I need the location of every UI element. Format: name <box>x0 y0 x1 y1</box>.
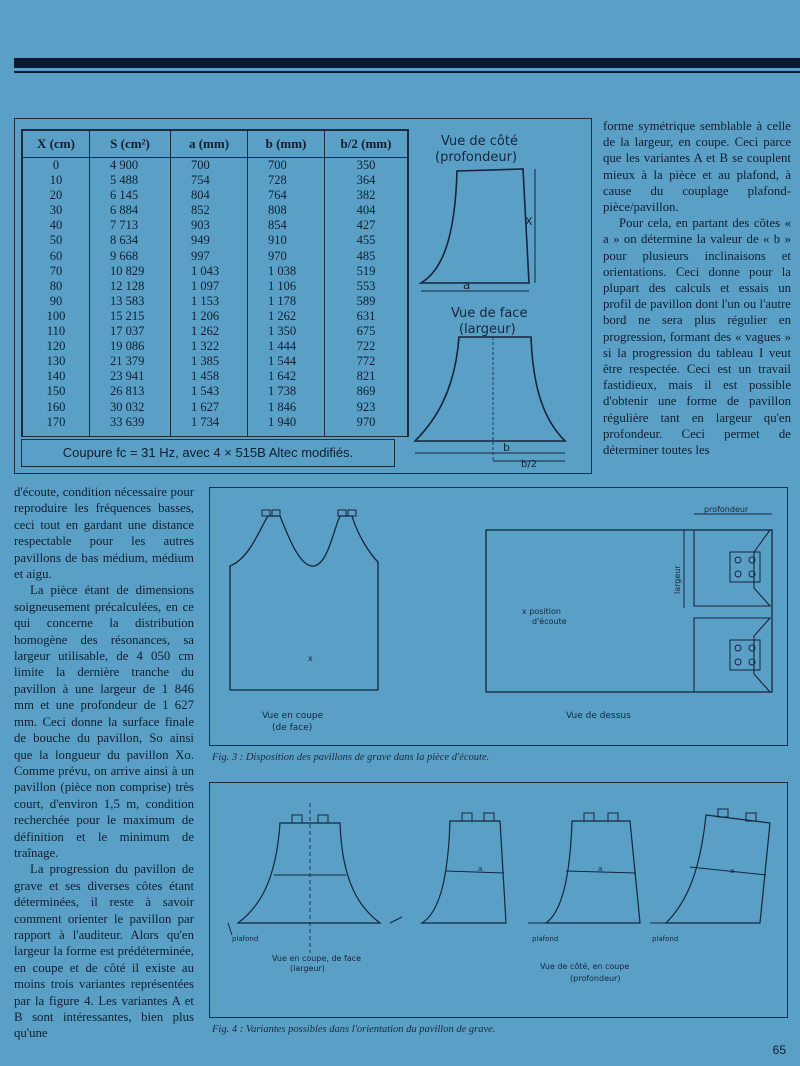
horn-sketch <box>395 121 591 473</box>
table-cell: 804 <box>171 188 248 203</box>
table-cell: 1 642 <box>248 369 325 384</box>
figure-4-box <box>209 782 788 1018</box>
table-cell: 80 <box>23 279 90 294</box>
fig3-profondeur-label: profondeur <box>704 505 749 514</box>
fig4-cote-sublabel: (profondeur) <box>570 974 621 983</box>
fig3-largeur-label: largeur <box>673 565 682 594</box>
table-cell: 970 <box>325 415 408 436</box>
table-row <box>23 188 408 203</box>
table-cell: 722 <box>325 339 408 354</box>
fig3-position-label: x position <box>522 607 561 616</box>
table-cell: 21 379 <box>90 354 171 369</box>
fig4-cote-label: Vue de côté, en coupe <box>540 962 630 971</box>
table-cell: 923 <box>325 400 408 415</box>
table-cell: 10 <box>23 173 90 188</box>
horn-dimension-table <box>22 130 408 436</box>
table-cell: 19 086 <box>90 339 171 354</box>
table-cell: 1 106 <box>248 279 325 294</box>
table-cell: 364 <box>325 173 408 188</box>
page-number: 65 <box>772 1043 786 1057</box>
table-cell: 7 713 <box>90 218 171 233</box>
table-row <box>23 173 408 188</box>
table-row <box>23 249 408 264</box>
table-row <box>23 294 408 309</box>
fig4-face-label: Vue en coupe, de face <box>272 954 362 963</box>
table-cell: 1 262 <box>171 324 248 339</box>
fig3-position-sublabel: d'écoute <box>532 617 567 626</box>
fig4-plafond-label-1: plafond <box>232 935 259 943</box>
table-cell: 30 <box>23 203 90 218</box>
table-cell: 903 <box>171 218 248 233</box>
figure-3-drawing <box>210 488 787 745</box>
table-row <box>23 384 408 399</box>
table-cell: 17 037 <box>90 324 171 339</box>
table-cell: 170 <box>23 415 90 436</box>
table-cell: 553 <box>325 279 408 294</box>
figure-3-caption: Fig. 3 : Disposition des pavillons de grave dans la pièce d'écoute. <box>212 752 490 763</box>
table-cell: 30 032 <box>90 400 171 415</box>
table-cell: 970 <box>248 249 325 264</box>
table-cell: 50 <box>23 233 90 248</box>
table-cell: 150 <box>23 384 90 399</box>
table-row <box>23 415 408 436</box>
x-dimension-label: X <box>525 215 533 228</box>
side-view-label: Vue de côté <box>441 134 518 149</box>
fig3-coupe-label: Vue en coupe <box>262 711 324 721</box>
table-row <box>23 324 408 339</box>
table-cell: 1 206 <box>171 309 248 324</box>
table-cell: 455 <box>325 233 408 248</box>
front-view-label: Vue de face <box>451 306 528 321</box>
table-cell: 5 488 <box>90 173 171 188</box>
table-cell: 13 583 <box>90 294 171 309</box>
table-cell: 1 734 <box>171 415 248 436</box>
fig4-a-mark-3: a <box>730 867 735 875</box>
left-paragraph-3: La progression du pavillon de grave et ses diverses côtes étant déterminées, il reste à savoir comment orienter le pavillon par rapport à l'auditeur. Alors qu'en largeur la forme est prédéterminée, en coupe et de côté il existe au moins trois variantes représentées par la figure 4. Les variantes A et B sont intéressantes, bien plus qu'une <box>14 862 194 1041</box>
left-paragraph-1: d'écoute, condition nécessaire pour reproduire les fréquences basses, ceci tout en gardant une distance respectable pour les autres pavillons de bas médium, médium et aigu. <box>14 485 194 582</box>
table-cell: 26 813 <box>90 384 171 399</box>
table-cell: 589 <box>325 294 408 309</box>
table-cell: 1 043 <box>171 264 248 279</box>
table-cell: 4 900 <box>90 158 171 174</box>
table-cell: 808 <box>248 203 325 218</box>
table-cell: 764 <box>248 188 325 203</box>
header-b2: b/2 (mm) <box>325 131 408 158</box>
right-paragraph-2: Pour cela, en partant des côtes « a » on détermine la valeur de « b » pour plusieurs inclinaisons et orientations. Ceci donne pour la plupart des calculs et essais un profil de pavillon dont l'un ou l'autre bord ne sera plus régulier en progression, formant des « vagues » si la progression du tableau I veut être respectée. Ceci est un travail fastidieux, mais il est possible d'obtenir une forme de pavillon régulière tant en largeur qu'en profondeur. Ceci permet de déterminer toutes les <box>603 216 791 458</box>
table-cell: 631 <box>325 309 408 324</box>
table-row <box>23 369 408 384</box>
table-cell: 1 038 <box>248 264 325 279</box>
table-row <box>23 339 408 354</box>
table-cell: 1 153 <box>171 294 248 309</box>
fig4-a-mark-1: a <box>478 865 483 873</box>
fig4-plafond-label-3: plafond <box>652 935 679 943</box>
side-view-sublabel: (profondeur) <box>435 150 518 165</box>
table-cell: 772 <box>325 354 408 369</box>
table-cell: 1 940 <box>248 415 325 436</box>
table-cell: 949 <box>171 233 248 248</box>
table-cell: 485 <box>325 249 408 264</box>
table-cell: 382 <box>325 188 408 203</box>
table-cell: 1 178 <box>248 294 325 309</box>
table-cell: 1 458 <box>171 369 248 384</box>
table-row <box>23 354 408 369</box>
table-cell: 1 846 <box>248 400 325 415</box>
table-header-row <box>23 131 408 158</box>
table-cell: 1 444 <box>248 339 325 354</box>
table-cell: 854 <box>248 218 325 233</box>
table-cell: 9 668 <box>90 249 171 264</box>
table-cell: 675 <box>325 324 408 339</box>
data-table <box>21 129 409 437</box>
table-cell: 130 <box>23 354 90 369</box>
table-cell: 1 385 <box>171 354 248 369</box>
fig4-face-sublabel: (largeur) <box>290 964 325 973</box>
left-paragraph-2: La pièce étant de dimensions soigneusement précalculées, en ce qui concerne la distribution homogène des résonances, sa largeur utilisable, de 4 050 cm limite la dernière tranche du pavillon à une largeur de 1 846 mm et une profondeur de 1 627 mm. Ceci donne la surface finale de bouche du pavillon, So ainsi que la longueur du pavillon Xo. Comme prévu, on arrive ainsi à un pavillon (pièce non comprise) très court, d'environ 1,5 m, condition recherchée pour le maximum de définition et le minimum de traînage. <box>14 583 194 860</box>
table-cell: 70 <box>23 264 90 279</box>
table-cell: 20 <box>23 188 90 203</box>
table-figure-box <box>14 118 592 474</box>
table-cell: 754 <box>171 173 248 188</box>
table-cell: 1 738 <box>248 384 325 399</box>
table-row <box>23 203 408 218</box>
table-row <box>23 279 408 294</box>
right-paragraph-1: forme symétrique semblable à celle de la largeur, en coupe. Ceci parce que les variantes A et B se couplent mieux à la pièce et au plafond, à cause du couplage plafond-pièce/pavillon. <box>603 119 791 215</box>
fig4-a-mark-2: a <box>598 865 603 873</box>
table-cell: 821 <box>325 369 408 384</box>
fig4-plafond-label-2: plafond <box>532 935 559 943</box>
table-cell: 160 <box>23 400 90 415</box>
table-cell: 869 <box>325 384 408 399</box>
table-row <box>23 218 408 233</box>
table-cell: 40 <box>23 218 90 233</box>
table-cell: 60 <box>23 249 90 264</box>
table-row <box>23 264 408 279</box>
table-cell: 427 <box>325 218 408 233</box>
header-s: S (cm²) <box>90 131 171 158</box>
table-cell: 910 <box>248 233 325 248</box>
top-rule-thick <box>14 58 800 68</box>
table-row <box>23 309 408 324</box>
table-cell: 1 543 <box>171 384 248 399</box>
table-cell: 1 262 <box>248 309 325 324</box>
table-cell: 10 829 <box>90 264 171 279</box>
table-caption: Coupure fc = 31 Hz, avec 4 × 515B Altec modifiés. <box>21 439 395 467</box>
table-cell: 700 <box>171 158 248 174</box>
top-rule-thin <box>14 71 800 73</box>
table-cell: 519 <box>325 264 408 279</box>
table-cell: 0 <box>23 158 90 174</box>
table-cell: 6 884 <box>90 203 171 218</box>
table-cell: 110 <box>23 324 90 339</box>
table-cell: 6 145 <box>90 188 171 203</box>
svg-text:x: x <box>308 654 313 663</box>
table-cell: 1 097 <box>171 279 248 294</box>
table-cell: 15 215 <box>90 309 171 324</box>
table-row <box>23 400 408 415</box>
right-column-text <box>603 118 791 458</box>
table-cell: 8 634 <box>90 233 171 248</box>
table-cell: 404 <box>325 203 408 218</box>
table-cell: 33 639 <box>90 415 171 436</box>
table-cell: 1 544 <box>248 354 325 369</box>
figure-4-caption: Fig. 4 : Variantes possibles dans l'orientation du pavillon de grave. <box>212 1024 496 1035</box>
table-cell: 852 <box>171 203 248 218</box>
fig3-coupe-sublabel: (de face) <box>272 723 313 733</box>
table-cell: 100 <box>23 309 90 324</box>
b-dimension-label: b <box>503 441 510 454</box>
table-cell: 997 <box>171 249 248 264</box>
table-row <box>23 158 408 174</box>
table-cell: 728 <box>248 173 325 188</box>
table-cell: 140 <box>23 369 90 384</box>
fig3-dessus-label: Vue de dessus <box>566 711 631 721</box>
table-cell: 350 <box>325 158 408 174</box>
table-cell: 1 322 <box>171 339 248 354</box>
b2-dimension-label: b/2 <box>521 459 538 470</box>
table-cell: 1 627 <box>171 400 248 415</box>
left-column-text <box>14 484 194 1042</box>
a-dimension-label: a <box>463 278 471 292</box>
table-cell: 1 350 <box>248 324 325 339</box>
table-cell: 120 <box>23 339 90 354</box>
table-cell: 700 <box>248 158 325 174</box>
header-x: X (cm) <box>23 131 90 158</box>
table-cell: 12 128 <box>90 279 171 294</box>
table-cell: 90 <box>23 294 90 309</box>
header-a: a (mm) <box>171 131 248 158</box>
header-b: b (mm) <box>248 131 325 158</box>
table-row <box>23 233 408 248</box>
table-cell: 23 941 <box>90 369 171 384</box>
figure-4-drawing <box>210 783 787 1017</box>
front-view-sublabel: (largeur) <box>459 322 516 337</box>
figure-3-box <box>209 487 788 746</box>
